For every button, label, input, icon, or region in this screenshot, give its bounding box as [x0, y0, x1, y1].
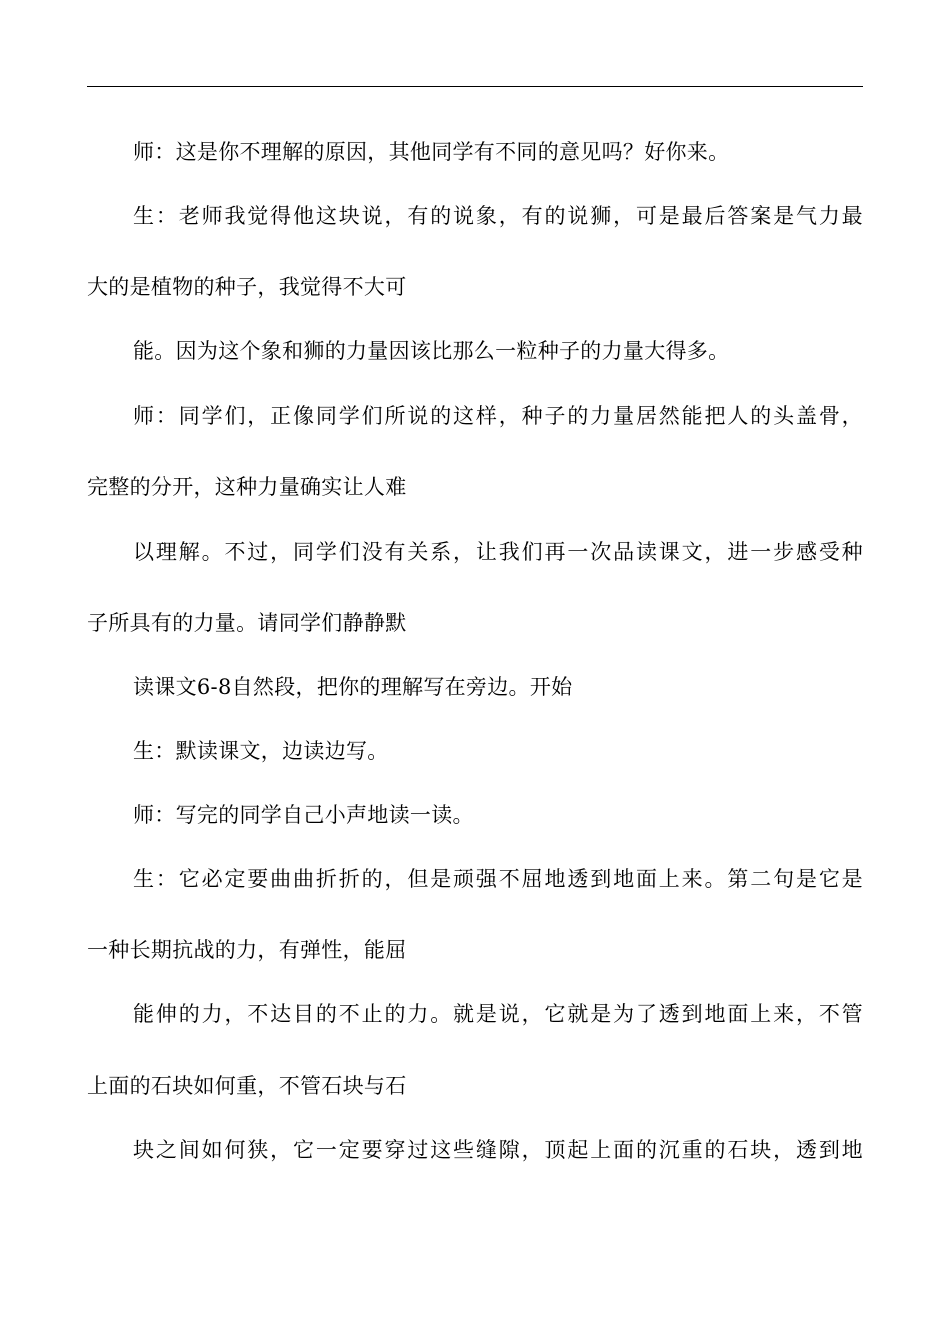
text-line: 一种长期抗战的力，有弹性，能屈 [87, 938, 407, 962]
text-line: 能伸的力，不达目的不止的力。就是说，它就是为了透到地面上来，不管 [133, 1002, 863, 1026]
text-line: 师：这是你不理解的原因，其他同学有不同的意见吗？好你来。 [133, 140, 730, 164]
text-line: 生：它必定要曲曲折折的，但是顽强不屈地透到地面上来。第二句是它是 [133, 867, 863, 891]
text-line: 块之间如何狭，它一定要穿过这些缝隙，顶起上面的沉重的石块，透到地 [133, 1138, 863, 1162]
text-line: 上面的石块如何重，不管石块与石 [87, 1074, 407, 1098]
text-line: 大的是植物的种子，我觉得不大可 [87, 275, 407, 299]
text-line: 师：写完的同学自己小声地读一读。 [133, 803, 474, 827]
header-rule [87, 86, 863, 87]
text-line: 生：默读课文，边读边写。 [133, 739, 389, 763]
text-line: 子所具有的力量。请同学们静静默 [87, 611, 407, 635]
text-line: 完整的分开，这种力量确实让人难 [87, 475, 407, 499]
text-line: 生：老师我觉得他这块说，有的说象，有的说狮，可是最后答案是气力最 [133, 204, 863, 228]
text-line: 师：同学们，正像同学们所说的这样，种子的力量居然能把人的头盖骨， [133, 404, 863, 428]
text-line: 以理解。不过，同学们没有关系，让我们再一次品读课文，进一步感受种 [133, 540, 863, 564]
text-line: 能。因为这个象和狮的力量因该比那么一粒种子的力量大得多。 [133, 339, 730, 363]
text-line: 读课文6-8自然段，把你的理解写在旁边。开始 [133, 675, 573, 699]
